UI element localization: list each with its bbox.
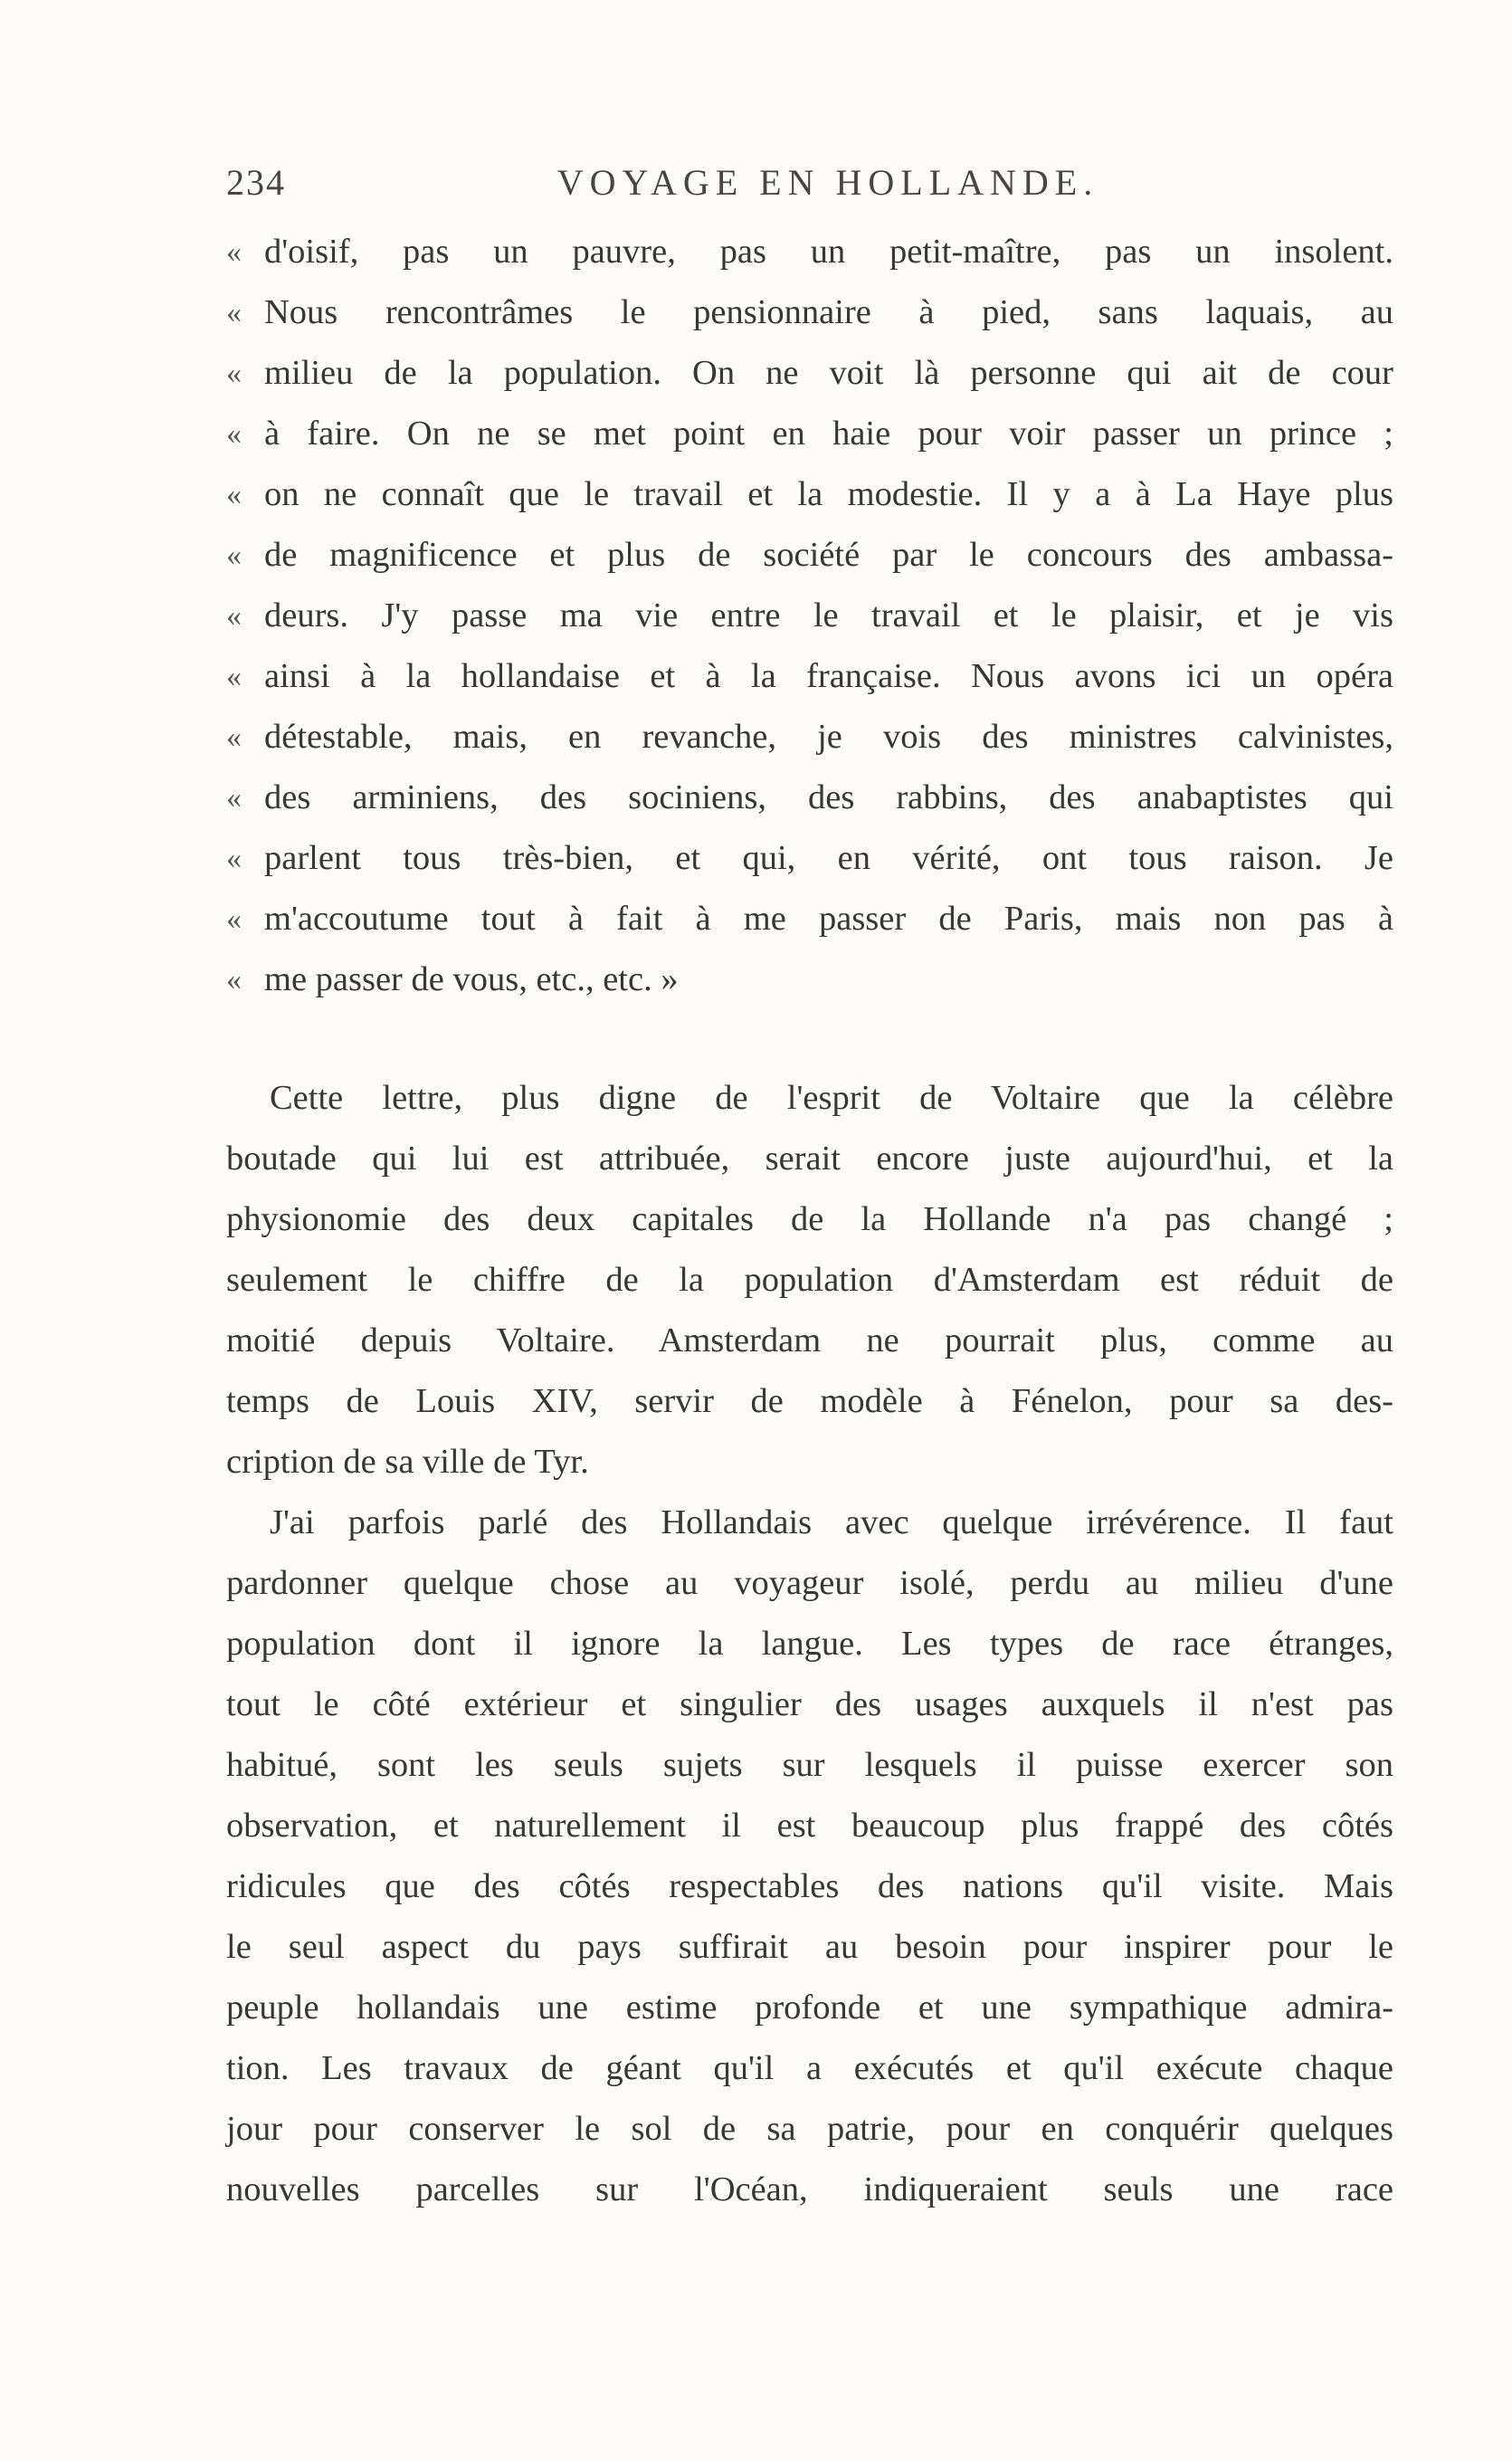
text-line: J'ai parfois parlé des Hollandais avec quelque irrévérence. Il faut (270, 1503, 1393, 1541)
letter-quotation (226, 222, 1393, 1010)
quote-line (226, 282, 1393, 343)
quote-line-text: on ne connaît que le travail et la modestie. Il y a à La Haye plus (264, 475, 1393, 513)
quote-mark: « (226, 599, 242, 633)
quote-line-text: Nous rencontrâmes le pensionnaire à pied, sans laquais, au (264, 293, 1393, 331)
quote-mark: « (226, 781, 242, 815)
quote-mark: « (226, 296, 242, 329)
text-line: Cette lettre, plus digne de l'esprit de Voltaire que la célèbre (270, 1079, 1393, 1117)
text-line: physionomie des deux capitales de la Hollande n'a pas changé ; (226, 1200, 1393, 1238)
text-line: le seul aspect du pays suffirait au besoin pour inspirer pour le (226, 1928, 1393, 1966)
text-line: tion. Les travaux de géant qu'il a exécutés et qu'il exécute chaque (226, 2049, 1393, 2087)
quote-mark: « (226, 902, 242, 936)
paragraph-voltaire-letter (226, 1068, 1393, 1493)
text-line: population dont il ignore la langue. Les types de race étranges, (226, 1625, 1393, 1663)
quote-line (226, 889, 1393, 949)
running-title: VOYAGE EN HOLLANDE. (556, 162, 1099, 203)
text-line: seulement le chiffre de la population d'Amsterdam est réduit de (226, 1261, 1393, 1299)
text-line: peuple hollandais une estime profonde et une sympathique admira- (226, 1989, 1393, 2027)
quote-line-text: milieu de la population. On ne voit là personne qui ait de cour (264, 354, 1393, 392)
quote-line (226, 464, 1393, 525)
quote-line-text: deurs. J'y passe ma vie entre le travail et le plaisir, et je vis (264, 596, 1393, 634)
text-line: moitié depuis Voltaire. Amsterdam ne pourrait plus, comme au (226, 1321, 1393, 1359)
quote-line (226, 525, 1393, 586)
body-text (226, 1068, 1393, 2220)
quote-mark: « (226, 660, 242, 693)
quote-line-text: me passer de vous, etc., etc. » (264, 960, 679, 998)
quote-mark: « (226, 720, 242, 754)
paragraph-dutch-people (226, 1493, 1393, 2220)
quote-mark: « (226, 478, 242, 511)
text-line: tout le côté extérieur et singulier des usages auxquels il n'est pas (226, 1685, 1393, 1723)
quote-line (226, 949, 1393, 1010)
page-header (226, 161, 1393, 206)
quote-line (226, 343, 1393, 404)
quote-mark: « (226, 539, 242, 572)
quote-line-text: ainsi à la hollandaise et à la française. Nous avons ici un opéra (264, 657, 1393, 695)
quote-line-text: parlent tous très-bien, et qui, en vérité, ont tous raison. Je (264, 839, 1393, 877)
quote-line (226, 586, 1393, 646)
quote-line-text: m'accoutume tout à fait à me passer de Paris, mais non pas à (264, 900, 1393, 938)
text-line: habitué, sont les seuls sujets sur lesquels il puisse exercer son (226, 1746, 1393, 1784)
text-line: ridicules que des côtés respectables des nations qu'il visite. Mais (226, 1867, 1393, 1905)
quote-mark: « (226, 963, 242, 997)
text-line: nouvelles parcelles sur l'Océan, indiqueraient seuls une race (226, 2170, 1393, 2208)
text-line: observation, et naturellement il est beaucoup plus frappé des côtés (226, 1807, 1393, 1845)
text-line: temps de Louis XIV, servir de modèle à Fénelon, pour sa des- (226, 1382, 1393, 1420)
text-line: boutade qui lui est attribuée, serait encore juste aujourd'hui, et la (226, 1140, 1393, 1178)
quote-line-text: d'oisif, pas un pauvre, pas un petit-maître, pas un insolent. (264, 233, 1393, 271)
quote-mark: « (226, 417, 242, 451)
text-line: pardonner quelque chose au voyageur isolé, perdu au milieu d'une (226, 1564, 1393, 1602)
quote-line (226, 768, 1393, 828)
quote-line (226, 828, 1393, 889)
quote-line-text: de magnificence et plus de société par le concours des ambassa- (264, 536, 1393, 574)
quote-line (226, 646, 1393, 707)
quote-line (226, 404, 1393, 464)
quote-mark: « (226, 357, 242, 390)
text-line: jour pour conserver le sol de sa patrie, pour en conquérir quelques (226, 2110, 1393, 2148)
page-number: 234 (226, 162, 286, 203)
quote-line-text: à faire. On ne se met point en haie pour voir passer un prince ; (264, 415, 1393, 453)
quote-mark: « (226, 235, 242, 269)
quote-line-text: détestable, mais, en revanche, je vois des ministres calvinistes, (264, 718, 1393, 756)
text-line: cription de sa ville de Tyr. (226, 1443, 589, 1481)
quote-line (226, 707, 1393, 768)
quote-mark: « (226, 842, 242, 875)
quote-line (226, 222, 1393, 282)
quote-line-text: des arminiens, des sociniens, des rabbins, des anabaptistes qui (264, 778, 1393, 816)
